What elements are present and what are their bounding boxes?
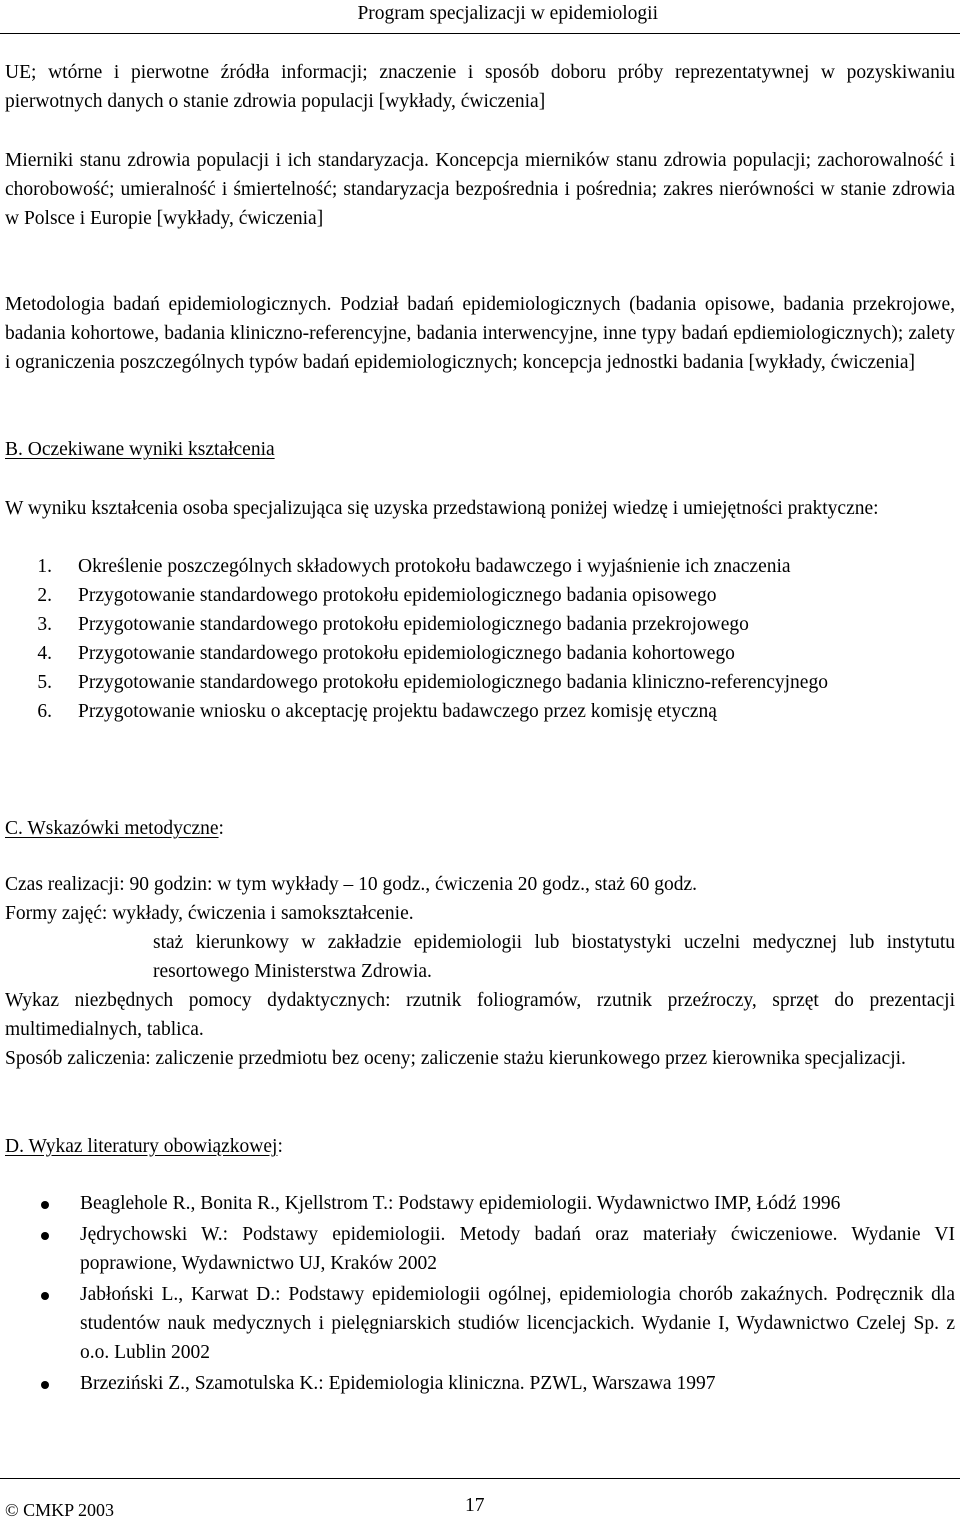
item-text: Przygotowanie standardowego protokołu epidemiologicznego badania kliniczno-referencyjnego bbox=[78, 672, 828, 693]
section-b-heading bbox=[5, 435, 275, 464]
header-title: Program specjalizacji w epidemiologii bbox=[357, 3, 658, 24]
section-d-title: D. Wykaz literatury obowiązkowej bbox=[5, 1136, 278, 1157]
section-d-heading bbox=[5, 1132, 283, 1161]
section-b-title: B. Oczekiwane wyniki kształcenia bbox=[5, 439, 275, 460]
bullet-icon bbox=[41, 1292, 49, 1300]
list-item bbox=[10, 581, 955, 610]
item-text: Przygotowanie wniosku o akceptację projektu badawczego przez komisję etyczną bbox=[78, 701, 717, 722]
section-c-heading bbox=[5, 814, 224, 843]
section-c-colon: : bbox=[218, 818, 224, 839]
paragraph-sources: UE; wtórne i pierwotne źródła informacji; znaczenie i sposób doboru próby reprezentatywnej w pozyskiwaniu pierwotnych danych o stanie zdrowia populacji [wykłady, ćwiczenia] bbox=[5, 62, 955, 112]
section-b-intro: W wyniku kształcenia osoba specjalizująca się uzyska przedstawioną poniżej wiedzę i umiejętności praktyczne: bbox=[5, 498, 879, 519]
list-item bbox=[5, 1220, 955, 1278]
item-number: 3. bbox=[37, 614, 52, 635]
item-text: Jabłoński L., Karwat D.: Podstawy epidemiologii ogólnej, epidemiologia chorób zakaźnych. Podręcznik dla studentów nauk medycznych i pielęgniarskich studiów licencjackich. Wydanie I, Wydawnictwo Czelej Sp. z o.o. Lublin 2002 bbox=[80, 1284, 955, 1363]
item-text: Jędrychowski W.: Podstawy epidemiologii. Metody badań oraz materiały ćwiczeniowe. Wydanie VI poprawione, Wydawnictwo UJ, Kraków 2002 bbox=[80, 1224, 955, 1274]
list-item bbox=[5, 1280, 955, 1367]
section-c-title: C. Wskazówki metodyczne bbox=[5, 818, 219, 839]
aids-line: Wykaz niezbędnych pomocy dydaktycznych: rzutnik foliogramów, rzutnik przeźroczy, sprzęt do prezentacji multimedialnych, tablica. bbox=[5, 990, 955, 1040]
item-number: 2. bbox=[37, 585, 52, 606]
paragraph-methodology: Metodologia badań epidemiologicznych. Podział badań epidemiologicznych (badania opisowe, badania przekrojowe, badania kohortowe, badania kliniczno-referencyjne, badania interwencyjne, inne typy badań epdiemiologicznych); zalety i ograniczenia poszczególnych typów badań epidemiologicznych; koncepcja jednostki badania [wykłady, ćwiczenia] bbox=[5, 294, 955, 373]
list-item bbox=[10, 697, 955, 726]
bullet-icon bbox=[41, 1381, 49, 1389]
list-item bbox=[10, 552, 955, 581]
item-text: Beaglehole R., Bonita R., Kjellstrom T.: Podstawy epidemiologii. Wydawnictwo IMP, Łódź 1996 bbox=[80, 1193, 841, 1214]
list-item bbox=[5, 1189, 955, 1218]
list-item bbox=[5, 1369, 955, 1398]
list-item bbox=[10, 639, 955, 668]
page-header bbox=[0, 0, 960, 32]
paragraph-health-measures: Mierniki stanu zdrowia populacji i ich standaryzacja. Koncepcja mierników stanu zdrowia populacji; zachorowalność i chorobowość; umieralność i śmiertelność; standaryzacja bezpośrednia i pośrednia; zakres nierówności w stanie zdrowia w Polsce i Europie [wykłady, ćwiczenia] bbox=[5, 150, 955, 229]
header-rule bbox=[0, 33, 960, 34]
page-number: 17 bbox=[465, 1495, 485, 1516]
forms-line: Formy zajęć: wykłady, ćwiczenia i samokształcenie. bbox=[5, 903, 414, 924]
section-d-colon: : bbox=[277, 1136, 283, 1157]
footer-rule bbox=[0, 1478, 960, 1479]
item-text: Przygotowanie standardowego protokołu epidemiologicznego badania kohortowego bbox=[78, 643, 735, 664]
bullet-icon bbox=[41, 1201, 49, 1209]
item-text: Określenie poszczególnych składowych protokołu badawczego i wyjaśnienie ich znaczenia bbox=[78, 556, 791, 577]
item-text: Przygotowanie standardowego protokołu epidemiologicznego badania przekrojowego bbox=[78, 614, 749, 635]
outcomes-list bbox=[10, 552, 955, 726]
item-number: 6. bbox=[37, 701, 52, 722]
item-text: Przygotowanie standardowego protokołu epidemiologicznego badania opisowego bbox=[78, 585, 717, 606]
internship-line: staż kierunkowy w zakładzie epidemiologii lub biostatystyki uczelni medycznej lub instytutu resortowego Ministerstwa Zdrowia. bbox=[153, 932, 955, 982]
hours-line: Czas realizacji: 90 godzin: w tym wykłady – 10 godz., ćwiczenia 20 godz., staż 60 godz. bbox=[5, 874, 698, 895]
footer-copyright: © CMKP 2003 bbox=[5, 1500, 115, 1520]
list-item bbox=[10, 668, 955, 697]
bullet-icon bbox=[41, 1232, 49, 1240]
item-text: Brzeziński Z., Szamotulska K.: Epidemiologia kliniczna. PZWL, Warszawa 1997 bbox=[80, 1373, 716, 1394]
assessment-line: Sposób zaliczenia: zaliczenie przedmiotu bez oceny; zaliczenie stażu kierunkowego przez kierownika specjalizacji. bbox=[5, 1048, 906, 1069]
item-number: 5. bbox=[37, 672, 52, 693]
item-number: 1. bbox=[37, 556, 52, 577]
literature-list bbox=[5, 1189, 955, 1400]
item-number: 4. bbox=[37, 643, 52, 664]
list-item bbox=[10, 610, 955, 639]
